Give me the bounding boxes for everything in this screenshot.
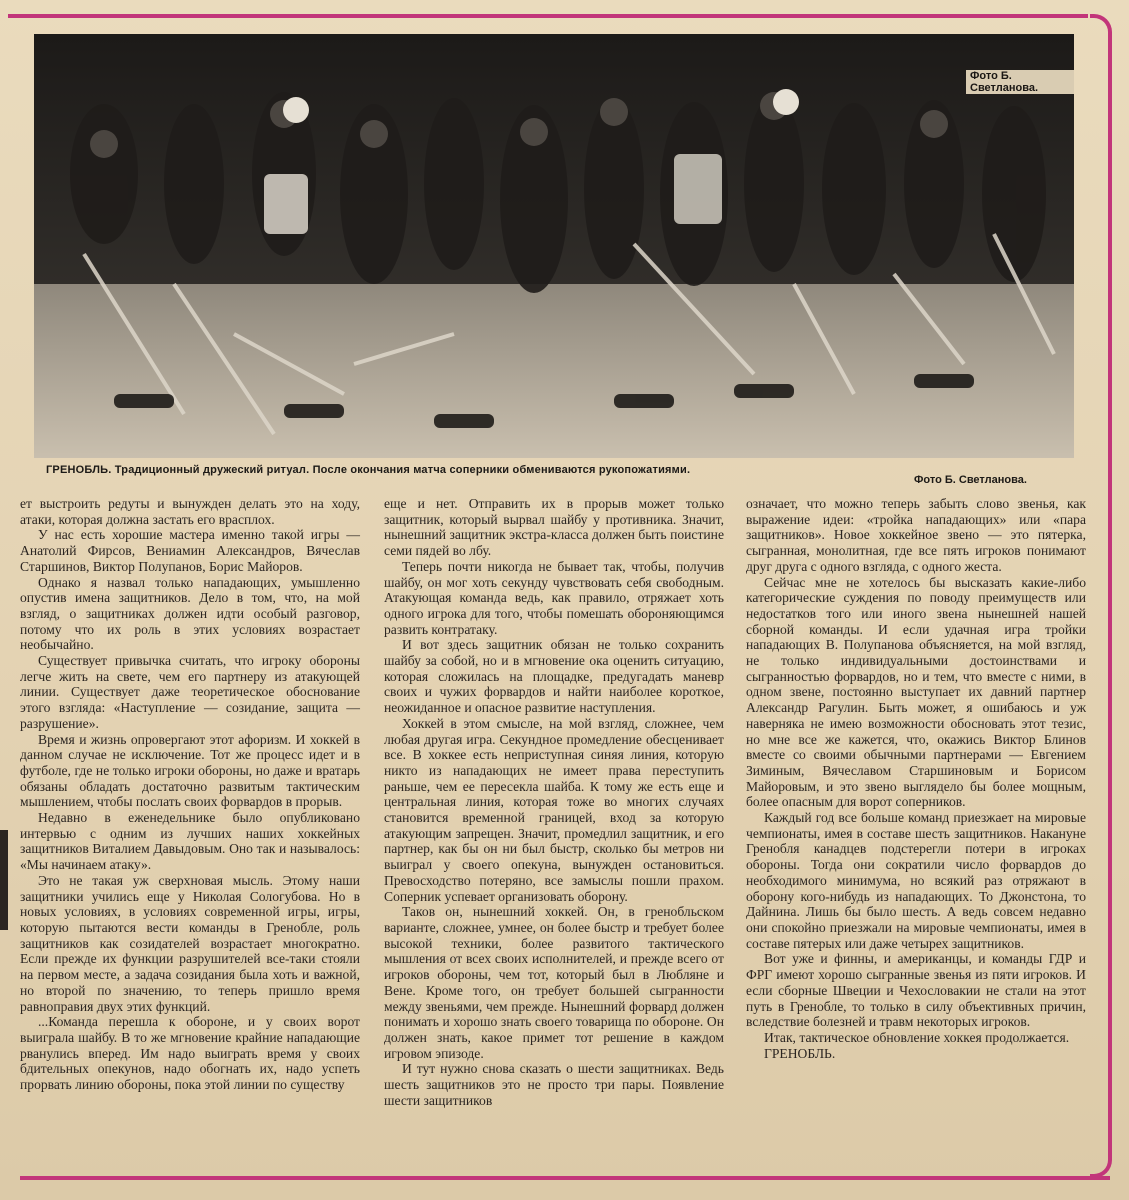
- paragraph: Время и жизнь опровергают этот афоризм. И хоккей в данном случае не исключение. Тот же процесс идет и в футболе, где не только игроки обороны, но даже и вратарь обязаны обладать достаточно развитым тактическим мышлением, чтобы послать своих форвардов в прорыв.: [20, 731, 360, 810]
- paragraph: Однако я назвал только нападающих, умышленно опустив имена защитников. Дело в том, что, на мой взгляд, о защитниках должен идти особый разговор, потому что их роль в этих условиях возрастает необычайно.: [20, 574, 360, 653]
- paragraph: еще и нет. Отправить их в прорыв может только защитник, который вырвал шайбу у противника. Значит, нынешний защитник экстра-класса должен быть поистине семи пядей во лбу.: [384, 496, 724, 559]
- paragraph: ...Команда перешла к обороне, и у своих ворот выиграла шайбу. В то же мгновение крайние нападающие рванулись вперед. Им надо выиграть время у своих бдительных опекунов, надо обогнать их, надо успеть прорвать линию обороны, пока этой линии по существу: [20, 1014, 360, 1093]
- article-column-3: [746, 496, 1086, 1061]
- magenta-border-right: [1090, 14, 1112, 1178]
- article-column-2: [384, 496, 724, 1108]
- paragraph: И тут нужно снова сказать о шести защитниках. Ведь шесть защитников это не просто три пары. Появление шести защитников: [384, 1061, 724, 1108]
- magenta-border-top: [8, 14, 1088, 18]
- paragraph: Вот уже и финны, и американцы, и команды ГДР и ФРГ имеют хорошо сыгранные звенья из пяти игроков. И если сборные Швеции и Чехословакии не стали на этот путь в Гренобле, то только в силу объективных причин, вследствие болезней и травм некоторых игроков.: [746, 951, 1086, 1030]
- paragraph: ет выстроить редуты и вынужден делать это на ходу, атаки, которая должна застать его врасплох.: [20, 496, 360, 527]
- magenta-border-bottom: [20, 1176, 1110, 1180]
- paragraph: Таков он, нынешний хоккей. Он, в гренобльском варианте, сложнее, умнее, он более быстр и требует более высокой техники, более развитого тактического мышления от всех своих исполнителей, и прежде всего от игроков обороны, чем тот, который был в Любляне и Вене. Кроме того, он требует большей сыгранности между звеньями, чем прежде. Нынешний форвард должен понимать и хорошо знать своего товарища по обороне. Он должен знать, какое примет тот решение в каждом игровом эпизоде.: [384, 904, 724, 1061]
- hockey-players-illustration: [34, 34, 1074, 458]
- paragraph: Хоккей в этом смысле, на мой взгляд, сложнее, чем любая другая игра. Секундное промедление обесценивает все. В хоккее есть неприступная синяя линия, которую никто из нападающих не имеет права переступить раньше, чем ее пересекла шайба. К тому же есть еще и центральная линия, которая тоже во многих случаях становится временной границей, вход за которую атакующим запрещен. Значит, промедлил защитник, и его партнер, как бы он ни был быстр, сколько бы метров ни выиграл у своего опекуна, вынужден остановиться. Превосходство потеряно, все замыслы пошли прахом. Соперник успевает организовать оборону.: [384, 715, 724, 904]
- page-edge-shadow: [0, 830, 8, 930]
- article-column-1: [20, 496, 360, 1093]
- paragraph: Каждый год все больше команд приезжает на мировые чемпионаты, имея в составе шесть защитников. Накануне Гренобля канадцев подстерегли потери в игроках обороны. Тогда они сократили число форвардов до необходимого минимума, но всякий раз отряжают в оборону кого-нибудь из нападающих. То Джонстона, то Дайнина. Лишь бы было шесть. А ведь совсем недавно они спокойно приезжали на мировые чемпионаты, имея в составе пятерых или даже четырех защитников.: [746, 810, 1086, 951]
- paragraph: Это не такая уж сверхновая мысль. Этому наши защитники учились еще у Николая Сологубова. Но в новых условиях, в условиях современной игры, игры, которую пытаются вести команды в Гренобле, роль защитников как созидателей возрастает многократно. Если прежде их функции разрушителей все-таки стояли на первом месте, а задача созидания была хоть и важной, но второй по значению, то теперь пришло время равноправия двух этих функций.: [20, 872, 360, 1014]
- paragraph: Теперь почти никогда не бывает так, чтобы, получив шайбу, он мог хоть секунду чувствовать себя свободным. Атакующая команда ведь, как правило, отряжает хоть одного игрока для того, чтобы помешать обороняющимся развить контратаку.: [384, 558, 724, 637]
- photo-corner-credit: Фото Б. Светланова.: [966, 70, 1074, 94]
- paragraph: У нас есть хорошие мастера именно такой игры — Анатолий Фирсов, Вениамин Александров, Вячеслав Старшинов, Виктор Полупанов, Борис Майоров.: [20, 527, 360, 574]
- paragraph: И вот здесь защитник обязан не только сохранить шайбу за собой, но и в мгновение ока оценить ситуацию, которая сложилась на площадке, предугадать маневр своих и чужих форвардов и найти наиболее короткое, неожиданное и опасное развитие наступления.: [384, 637, 724, 716]
- paragraph: Итак, тактическое обновление хоккея продолжается.: [764, 1029, 1070, 1045]
- photo-credit: Фото Б. Светланова.: [914, 474, 1027, 486]
- photo-caption: ГРЕНОБЛЬ. Традиционный дружеский ритуал. После окончания матча соперники обмениваются рукопожатиями.: [46, 464, 691, 476]
- hockey-photo: [34, 34, 1074, 458]
- dateline: ГРЕНОБЛЬ.: [764, 1045, 836, 1061]
- paragraph: Сейчас мне не хотелось бы высказать какие-либо категорические суждения по поводу преимуществ или недостатков того или иного звена нынешней нашей сборной команды. И если удачная игра тройки нападающих В. Полупанова объясняется, на мой взгляд, не только индивидуальными достоинствами и сыгранностью форвардов, но и тем, что вместе с ними, в одном звене, постоянно выступает их давний партнер Александр Рагулин. Быть может, я ошибаюсь и уж наверняка не имею возможности обосновать этот тезис, но мне все же кажется, что, окажись Виктор Блинов вместе со своими обычными партнерами — Евгением Зиминым, Вячеславом Старшиновым и Борисом Майоровым, и это звено выглядело бы более мощным, более опасным для ворот соперников.: [746, 574, 1086, 810]
- paragraph: Существует привычка считать, что игроку обороны легче жить на свете, чем его партнеру из атакующей линии. Существует даже теоретическое обоснование этого взгляда: «Наступление — созидание, защита — разрушение».: [20, 653, 360, 731]
- paragraph: означает, что можно теперь забыть слово звенья, как выражение идеи: «тройка нападающих» или «пара защитников». Новое хоккейное звено — это пятерка, сыгранная, монолитная, где все пять игроков понимают друг друга с одного взгляда, с одного жеста.: [746, 496, 1086, 574]
- paragraph: Недавно в еженедельнике было опубликовано интервью с одним из лучших наших хоккейных защитников Виталием Давыдовым. Оно так и называлось: «Мы начинаем атаку».: [20, 810, 360, 873]
